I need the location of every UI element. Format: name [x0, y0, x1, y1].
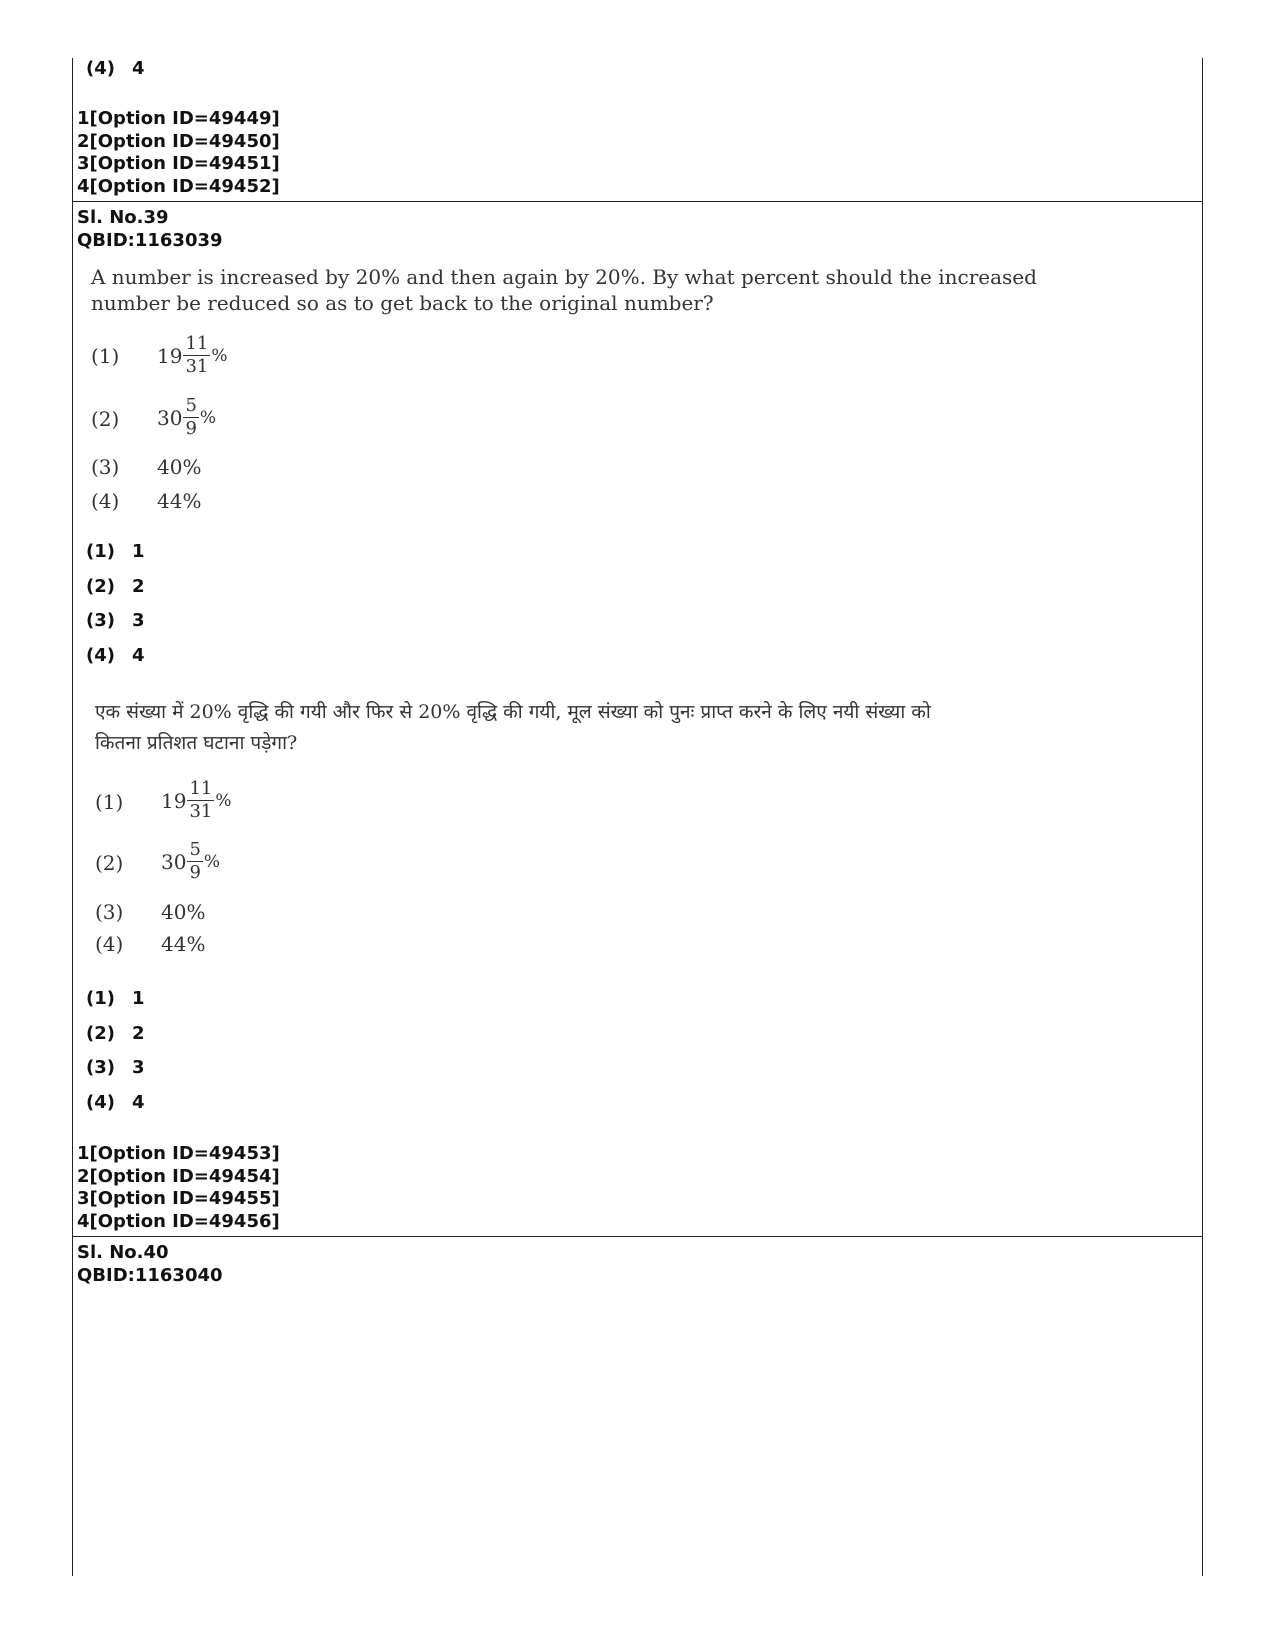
serial-number: Sl. No.39 [77, 207, 169, 228]
option-id: 4[Option ID=49452] [77, 175, 280, 197]
fraction: $\frac{11}{31}$ [185, 333, 209, 377]
option-id-list [77, 1143, 280, 1233]
options-hindi: (1) 19 $\frac{11}{31}$ % (2) 30 $\frac{5}{9}$ % (3) 40% (4) 44% [95, 778, 395, 968]
answer-choice: (2) 2 [86, 1023, 145, 1044]
answer-choice: (1) 1 [86, 541, 145, 562]
options-english: (1) 19 $\frac{11}{31}$ % (2) 30 $\frac{5}{9}$ % (3) 40% (4) 44% [91, 333, 391, 523]
answer-choice: (1) 1 [86, 988, 145, 1009]
question-text-english: A number is increased by 20% and then again by 20%. By what percent should the increased number be reduced so as to get back to the original number? [91, 265, 1037, 315]
question-header [77, 207, 223, 252]
option-2: (2) 30 $\frac{5}{9}$ % [91, 395, 217, 439]
answer-choice: (4) 4 [86, 645, 145, 666]
answer-choice: (4) 4 [86, 1092, 145, 1113]
option-id: 2[Option ID=49450] [77, 130, 280, 152]
option-2: (2) 30 $\frac{5}{9}$ % [95, 839, 221, 883]
question-text-hindi: एक संख्या में 20% वृद्धि की गयी और फिर से 20% वृद्धि की गयी, मूल संख्या को पुनः प्राप्त करने के लिए नयी संख्या को कितना प्रतिशत घटाना पड़ेगा? [95, 701, 931, 754]
divider-q39-q40 [72, 1236, 1203, 1237]
option-id: 1[Option ID=49449] [77, 108, 280, 129]
fraction: $\frac{5}{9}$ [189, 839, 201, 883]
option-id: 4[Option ID=49456] [77, 1210, 280, 1232]
option-id: 3[Option ID=49451] [77, 153, 280, 174]
answer-choice: (3) 3 [86, 610, 145, 631]
option-1: (1) 19 $\frac{11}{31}$ % [95, 778, 232, 822]
fraction: $\frac{5}{9}$ [185, 395, 197, 439]
qbid: QBID:1163040 [77, 1264, 223, 1286]
answer-choice: (4) 4 [86, 58, 145, 79]
option-id: 2[Option ID=49454] [77, 1165, 280, 1187]
answer-choice: (3) 3 [86, 1057, 145, 1078]
question-header [77, 1242, 223, 1287]
serial-number: Sl. No.40 [77, 1242, 169, 1263]
answer-choice: (2) 2 [86, 576, 145, 597]
qbid: QBID:1163039 [77, 229, 223, 251]
option-1: (1) 19 $\frac{11}{31}$ % [91, 333, 228, 377]
option-id: 3[Option ID=49455] [77, 1188, 280, 1209]
fraction: $\frac{11}{31}$ [189, 778, 213, 822]
option-id-list [77, 108, 280, 198]
divider-q38-q39 [72, 201, 1203, 202]
option-id: 1[Option ID=49453] [77, 1143, 280, 1164]
